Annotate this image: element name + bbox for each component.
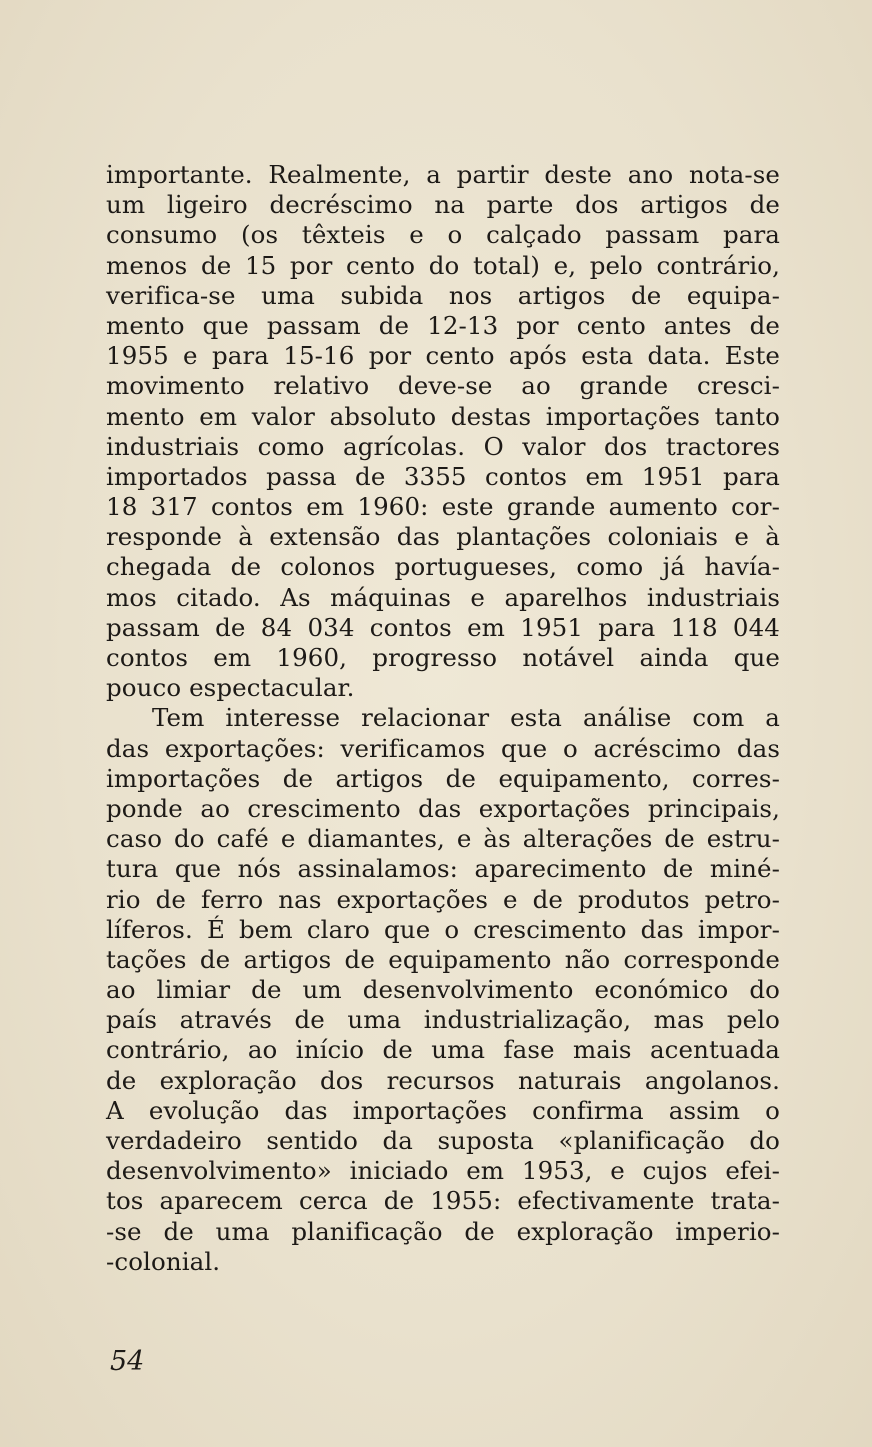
text-line: um ligeiro decréscimo na parte dos artigos de xyxy=(106,190,780,220)
text-line: -colonial. xyxy=(106,1246,221,1276)
text-line: importações de artigos de equipamento, corres- xyxy=(106,763,780,793)
text-line: verifica-se uma subida nos artigos de equipa- xyxy=(106,280,780,310)
text-line: movimento relativo deve-se ao grande cresci- xyxy=(106,371,780,401)
text-line: mento em valor absoluto destas importações tanto xyxy=(106,401,780,431)
text-line: desenvolvimento» iniciado em 1953, e cujos efei- xyxy=(106,1156,780,1186)
text-line: caso do café e diamantes, e às alterações de estru- xyxy=(106,824,780,854)
text-line: mento que passam de 12-13 por cento antes de xyxy=(106,310,780,340)
text-line: 18 317 contos em 1960: este grande aumento cor- xyxy=(106,492,780,522)
paragraph-1 xyxy=(106,160,780,703)
text-line: A evolução das importações confirma assim o xyxy=(106,1095,780,1125)
text-line: rio de ferro nas exportações e de produtos petro- xyxy=(106,884,780,914)
text-line: importante. Realmente, a partir deste ano nota-se xyxy=(106,160,780,189)
text-line: responde à extensão das plantações coloniais e à xyxy=(106,522,780,552)
text-line: mos citado. As máquinas e aparelhos industriais xyxy=(106,582,780,612)
text-line: passam de 84 034 contos em 1951 para 118 044 xyxy=(106,612,780,642)
text-line: consumo (os têxteis e o calçado passam para xyxy=(106,220,780,250)
text-line: líferos. É bem claro que o crescimento das impor- xyxy=(106,914,780,944)
text-line: de exploração dos recursos naturais angolanos. xyxy=(106,1065,780,1095)
text-line: verdadeiro sentido da suposta «planificação do xyxy=(106,1126,780,1155)
text-line: tos aparecem cerca de 1955: efectivamente trata- xyxy=(106,1186,780,1216)
paragraph-2 xyxy=(106,703,780,1277)
text-line: chegada de colonos portugueses, como já havía- xyxy=(106,552,780,582)
text-line: tações de artigos de equipamento não corresponde xyxy=(106,944,780,974)
text-line: contos em 1960, progresso notável ainda que xyxy=(106,643,780,672)
text-line: menos de 15 por cento do total) e, pelo contrário, xyxy=(106,250,780,280)
page-number: 54 xyxy=(110,1346,145,1377)
text-line: pouco espectacular. xyxy=(106,673,355,703)
text-line: das exportações: verificamos que o acréscimo das xyxy=(106,733,780,763)
text-line: país através de uma industrialização, mas pelo xyxy=(106,1005,780,1035)
text-line: ponde ao crescimento das exportações principais, xyxy=(106,793,780,823)
body-text xyxy=(106,160,780,1277)
text-line: 1955 e para 15-16 por cento após esta data. Este xyxy=(106,341,780,371)
text-line: contrário, ao início de uma fase mais acentuada xyxy=(106,1035,780,1065)
text-line: importados passa de 3355 contos em 1951 para xyxy=(106,461,780,491)
text-line: -se de uma planificação de exploração imperio- xyxy=(106,1216,780,1246)
text-line: Tem interesse relacionar esta análise com a xyxy=(152,703,780,733)
text-line: tura que nós assinalamos: aparecimento de miné- xyxy=(106,854,780,884)
text-line: ao limiar de um desenvolvimento económico do xyxy=(106,975,780,1005)
text-line: industriais como agrícolas. O valor dos tractores xyxy=(106,431,780,461)
